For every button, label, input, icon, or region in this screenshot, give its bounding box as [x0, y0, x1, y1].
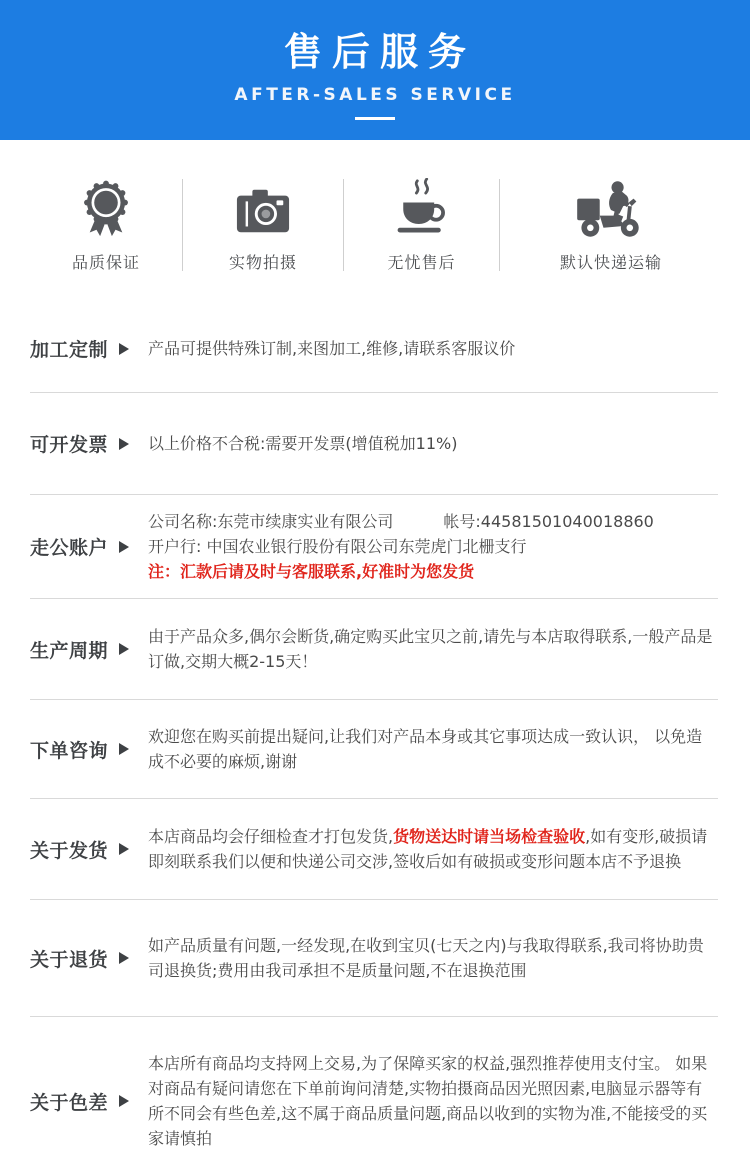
page-subtitle: AFTER-SALES SERVICE: [234, 85, 516, 105]
section-returns: [30, 900, 718, 1017]
camera-icon: [232, 176, 294, 240]
feature-shipping: [500, 176, 722, 273]
arrow-right-icon: [119, 743, 129, 755]
section-content: 由于产品众多,偶尔会断货,确定购买此宝贝之前,请先与本店取得联系,一般产品是订做,交期大概2-15天！: [148, 627, 713, 671]
feature-label: 无忧售后: [387, 253, 456, 272]
section-label: 可开发票: [30, 434, 109, 456]
service-sections: [0, 305, 750, 1165]
section-content: 欢迎您在购买前提出疑问,让我们对产品本身或其它事项达成一致认识， 以免造成不必要的麻烦,谢谢: [148, 727, 703, 771]
section-label: 加工定制: [30, 339, 109, 361]
account-number: 帐号:44581501040018860: [443, 512, 654, 531]
feature-label: 默认快递运输: [559, 253, 662, 272]
arrow-right-icon: [119, 952, 129, 964]
feature-quality: [30, 176, 182, 273]
arrow-right-icon: [119, 1095, 129, 1107]
remit-note: 注：汇款后请及时与客服联系,好准时为您发货: [148, 562, 475, 581]
features-row: [0, 140, 750, 305]
section-label: 关于色差: [30, 1091, 109, 1114]
arrow-right-icon: [119, 343, 129, 355]
arrow-right-icon: [119, 541, 129, 553]
section-corporate-account: [30, 495, 718, 599]
section-invoice: [30, 393, 718, 495]
section-label: 关于退货: [30, 948, 109, 971]
section-label: 走公账户: [30, 537, 109, 559]
section-color-difference: [30, 1017, 718, 1165]
section-content: [148, 509, 718, 584]
section-content: 以上价格不合税:需要开发票(增值税加11%): [148, 434, 458, 453]
arrow-right-icon: [119, 643, 129, 655]
delivery-icon: [575, 176, 647, 240]
section-label: 生产周期: [30, 639, 109, 662]
feature-aftersale: [344, 176, 499, 273]
section-label: 关于发货: [30, 839, 109, 862]
section-pre-order-consult: [30, 700, 718, 799]
section-content: 本店所有商品均支持网上交易,为了保障买家的权益,强烈推荐使用支付宝。 如果对商品有疑问请您在下单前询问清楚,实物拍摄商品因光照因素,电脑显示器等有所不同会有些色差,这不属于商品质量问题,商品以收到的实物为准,不能接受的买家请慎拍: [148, 1054, 708, 1148]
feature-photo: [183, 176, 343, 273]
coffee-icon: [392, 176, 452, 240]
section-content: 如产品质量有问题,一经发现,在收到宝贝(七天之内)与我取得联系,我司将协助贵司退换货;费用由我司承担不是质量问题,不在退换范围: [148, 936, 704, 980]
arrow-right-icon: [119, 843, 129, 855]
feature-label: 品质保证: [71, 253, 140, 272]
section-content: 产品可提供特殊订制,来图加工,维修,请联系客服议价: [148, 339, 516, 358]
section-shipping: [30, 799, 718, 900]
medal-icon: [77, 176, 135, 240]
bank-name: 开户行: 中国农业银行股份有限公司东莞虎门北栅支行: [148, 537, 527, 556]
company-name: 公司名称:东莞市续康实业有限公司: [148, 512, 394, 531]
title-underline: [355, 117, 395, 120]
feature-label: 实物拍摄: [228, 253, 297, 272]
section-content: 本店商品均会仔细检查才打包发货,货物送达时请当场检查验收,如有变形,破损请即刻联系我们以便和快递公司交涉,签收后如有破损或变形问题本店不予退换: [148, 827, 708, 871]
section-custom-processing: [30, 305, 718, 393]
page-title: 售后服务: [283, 30, 476, 74]
section-label: 下单咨询: [30, 739, 109, 762]
arrow-right-icon: [119, 438, 129, 450]
banner: [0, 0, 750, 140]
inspection-warning: 货物送达时请当场检查验收: [393, 827, 586, 846]
section-production-cycle: [30, 599, 718, 700]
